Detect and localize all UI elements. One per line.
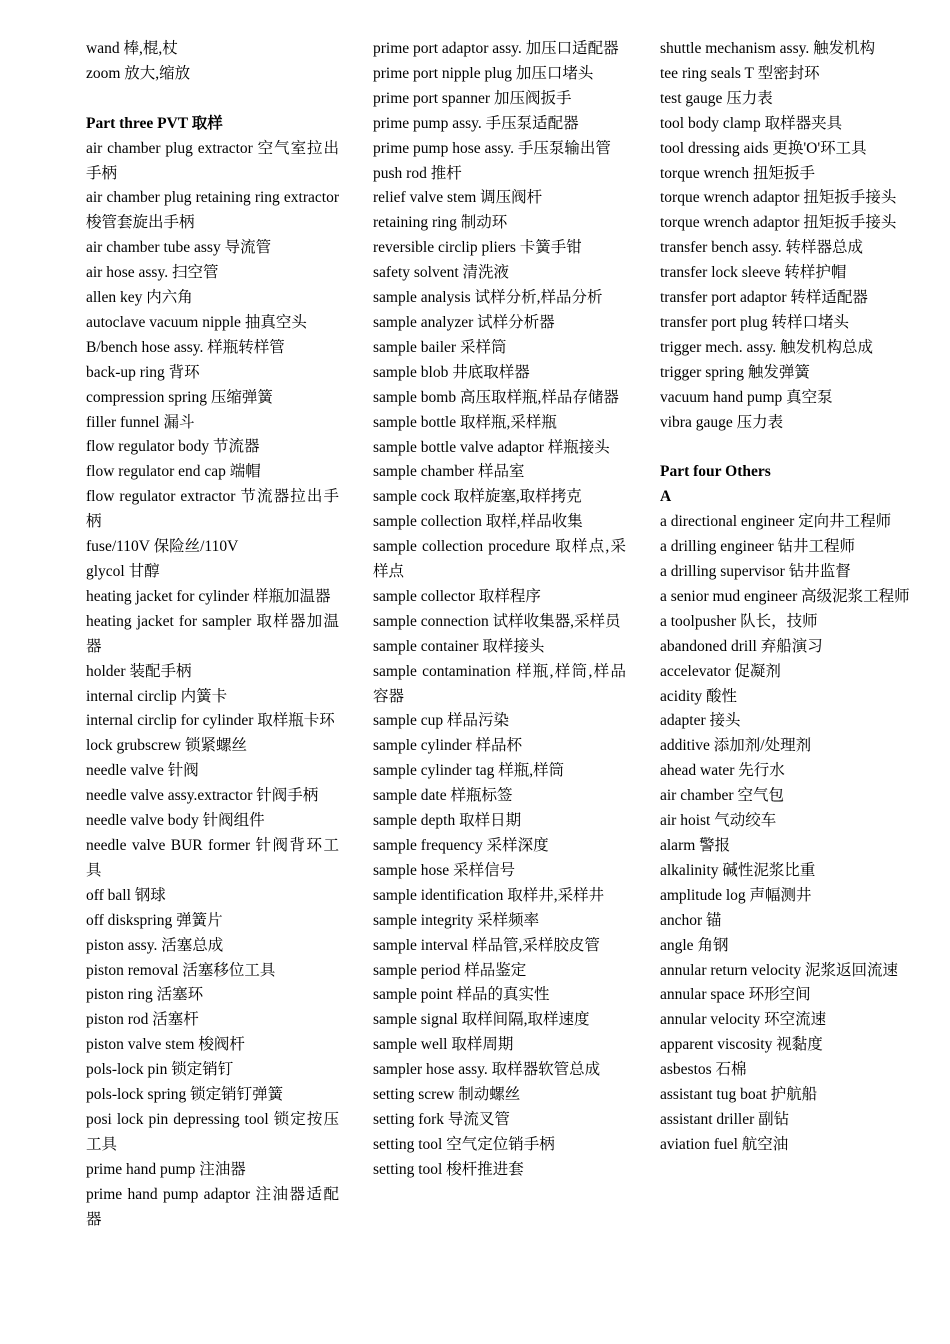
glossary-entry: autoclave vacuum nipple 抽真空头 xyxy=(86,313,307,331)
glossary-entry: air chamber plug extractor 空气室拉出手柄 xyxy=(86,139,339,182)
glossary-entry: off diskspring 弹簧片 xyxy=(86,911,223,929)
glossary-entry: glycol 甘醇 xyxy=(86,563,160,581)
glossary-entry: compression spring 压缩弹簧 xyxy=(86,388,273,406)
glossary-entry: alkalinity 碱性泥浆比重 xyxy=(660,861,816,879)
glossary-entry: sample point 样品的真实性 xyxy=(373,986,550,1004)
glossary-entry: sample depth 取样日期 xyxy=(373,812,522,830)
glossary-entry: torque wrench 扭矩扳手 xyxy=(660,164,815,182)
glossary-entry: air chamber tube assy 导流管 xyxy=(86,239,272,257)
glossary-entry: heating jacket for cylinder 样瓶加温器 xyxy=(86,587,331,605)
glossary-entry: heating jacket for sampler 取样器加温器 xyxy=(86,612,339,655)
glossary-entry: safety solvent 清洗液 xyxy=(373,264,510,282)
glossary-entry: a drilling engineer 钻井工程师 xyxy=(660,538,855,556)
glossary-entry: pols-lock spring 锁定销钉弹簧 xyxy=(86,1086,284,1104)
glossary-entry: piston removal 活塞移位工具 xyxy=(86,961,276,979)
glossary-entry: setting tool 梭杆推进套 xyxy=(373,1160,524,1178)
glossary-entry: sample connection 试样收集器,采样员 xyxy=(373,612,621,630)
glossary-entry: reversible circlip pliers 卡簧手钳 xyxy=(373,239,582,257)
glossary-entry: posi lock pin depressing tool 锁定按压工具 xyxy=(86,1110,339,1153)
glossary-entry: additive 添加剂/处理剂 xyxy=(660,737,812,755)
glossary-entry: sample period 样品鉴定 xyxy=(373,961,527,979)
glossary-entry: prime pump hose assy. 手压泵输出管 xyxy=(373,139,611,157)
glossary-entry: sample cylinder tag 样瓶,样筒 xyxy=(373,762,565,780)
glossary-entry: trigger mech. assy. 触发机构总成 xyxy=(660,338,873,356)
glossary-entry: B/bench hose assy. 样瓶转样管 xyxy=(86,338,285,356)
glossary-entry: sample chamber 样品室 xyxy=(373,463,525,481)
glossary-entry: flow regulator end cap 端帽 xyxy=(86,463,261,481)
glossary-entry: test gauge 压力表 xyxy=(660,89,773,107)
glossary-entry: asbestos 石棉 xyxy=(660,1061,747,1079)
glossary-entry: trigger spring 触发弹簧 xyxy=(660,363,810,381)
glossary-entry: sample cup 样品污染 xyxy=(373,712,510,730)
glossary-entry: apparent viscosity 视黏度 xyxy=(660,1036,823,1054)
glossary-column-2 xyxy=(373,37,626,1183)
glossary-entry: setting fork 导流叉管 xyxy=(373,1110,510,1128)
glossary-entry: air chamber plug retaining ring extractor 梭管套旋出手柄 xyxy=(86,189,339,232)
blank-line xyxy=(86,87,339,112)
glossary-entry: push rod 推杆 xyxy=(373,164,462,182)
glossary-entry: sample collection 取样,样品收集 xyxy=(373,513,583,531)
glossary-entry: sample collection procedure 取样点,采样点 xyxy=(373,538,626,581)
blank-line xyxy=(660,436,913,461)
glossary-entry: sample analysis 试样分析,样品分析 xyxy=(373,289,603,307)
glossary-entry: sample bottle valve adaptor 样瓶接头 xyxy=(373,438,610,456)
glossary-entry: air hoist 气动绞车 xyxy=(660,812,777,830)
glossary-entry: a senior mud engineer 高级泥浆工程师 xyxy=(660,587,910,605)
glossary-entry: fuse/110V 保险丝/110V xyxy=(86,538,239,556)
glossary-entry: needle valve body 针阀组件 xyxy=(86,812,265,830)
glossary-entry: angle 角钢 xyxy=(660,936,729,954)
glossary-column-1 xyxy=(86,37,339,1232)
glossary-entry: sample hose 采样信号 xyxy=(373,861,516,879)
glossary-entry: tee ring seals T 型密封环 xyxy=(660,64,820,82)
glossary-entry: vibra gauge 压力表 xyxy=(660,413,784,431)
glossary-entry: retaining ring 制动环 xyxy=(373,214,508,232)
glossary-entry: torque wrench adaptor 扭矩扳手接头 xyxy=(660,214,897,232)
glossary-entry: sample container 取样接头 xyxy=(373,637,545,655)
glossary-entry: prime pump assy. 手压泵适配器 xyxy=(373,114,579,132)
glossary-entry: internal circlip for cylinder 取样瓶卡环 xyxy=(86,712,335,730)
glossary-entry: sample blob 井底取样器 xyxy=(373,363,530,381)
glossary-entry: sample well 取样周期 xyxy=(373,1036,514,1054)
glossary-entry: zoom 放大,缩放 xyxy=(86,64,191,82)
glossary-entry: vacuum hand pump 真空泵 xyxy=(660,388,833,406)
glossary-entry: sample collector 取样程序 xyxy=(373,587,541,605)
glossary-entry: accelevator 促凝剂 xyxy=(660,662,781,680)
glossary-entry: sample integrity 采样频率 xyxy=(373,911,540,929)
glossary-entry: relief valve stem 调压阀杆 xyxy=(373,189,543,207)
glossary-entry: torque wrench adaptor 扭矩扳手接头 xyxy=(660,189,897,207)
glossary-entry: a directional engineer 定向井工程师 xyxy=(660,513,892,531)
glossary-entry: sample interval 样品管,采样胶皮管 xyxy=(373,936,600,954)
glossary-entry: setting screw 制动螺丝 xyxy=(373,1086,521,1104)
glossary-entry: adapter 接头 xyxy=(660,712,741,730)
glossary-entry: a toolpusher 队长，技师 xyxy=(660,612,818,630)
glossary-entry: air chamber 空气包 xyxy=(660,787,784,805)
glossary-entry: ahead water 先行水 xyxy=(660,762,785,780)
glossary-entry: a drilling supervisor 钻井监督 xyxy=(660,563,851,581)
glossary-entry: anchor 锚 xyxy=(660,911,722,929)
glossary-entry: transfer port plug 转样口堵头 xyxy=(660,313,849,331)
glossary-entry: shuttle mechanism assy. 触发机构 xyxy=(660,40,876,57)
glossary-entry: setting tool 空气定位销手柄 xyxy=(373,1135,555,1153)
glossary-entry: sample contamination 样瓶,样筒,样品容器 xyxy=(373,662,626,705)
glossary-entry: sample cock 取样旋塞,取样拷克 xyxy=(373,488,582,506)
glossary-entry: back-up ring 背环 xyxy=(86,363,200,381)
glossary-entry: sample cylinder 样品杯 xyxy=(373,737,522,755)
glossary-entry: internal circlip 内簧卡 xyxy=(86,687,228,705)
glossary-entry: flow regulator body 节流器 xyxy=(86,438,260,456)
glossary-entry: sampler hose assy. 取样器软管总成 xyxy=(373,1061,601,1079)
glossary-entry: off ball 钢球 xyxy=(86,886,166,904)
glossary-entry: sample date 样瓶标签 xyxy=(373,787,513,805)
glossary-entry: aviation fuel 航空油 xyxy=(660,1135,789,1153)
glossary-entry: sample frequency 采样深度 xyxy=(373,837,549,854)
glossary-column-3 xyxy=(660,37,913,1158)
glossary-entry: flow regulator extractor 节流器拉出手柄 xyxy=(86,488,339,531)
glossary-entry: assistant driller 副钻 xyxy=(660,1110,790,1128)
glossary-entry: transfer lock sleeve 转样护帽 xyxy=(660,264,847,282)
glossary-entry: annular space 环形空间 xyxy=(660,986,811,1004)
glossary-entry: wand 棒,棍,杖 xyxy=(86,40,178,57)
glossary-entry: prime hand pump 注油器 xyxy=(86,1160,246,1178)
glossary-entry: piston ring 活塞环 xyxy=(86,986,204,1004)
glossary-entry: transfer port adaptor 转样适配器 xyxy=(660,289,868,307)
glossary-entry: sample analyzer 试样分析器 xyxy=(373,313,555,331)
section-heading: Part four Others xyxy=(660,463,771,481)
glossary-entry: prime port nipple plug 加压口堵头 xyxy=(373,64,594,82)
glossary-entry: prime port adaptor assy. 加压口适配器 xyxy=(373,40,619,57)
glossary-entry: air hose assy. 扫空管 xyxy=(86,264,219,282)
glossary-entry: acidity 酸性 xyxy=(660,687,738,705)
glossary-entry: prime hand pump adaptor 注油器适配器 xyxy=(86,1185,339,1228)
glossary-entry: sample signal 取样间隔,取样速度 xyxy=(373,1011,590,1029)
glossary-entry: needle valve assy.extractor 针阀手柄 xyxy=(86,787,319,805)
section-heading: A xyxy=(660,488,672,506)
glossary-entry: tool body clamp 取样器夹具 xyxy=(660,114,843,132)
glossary-entry: assistant tug boat 护航船 xyxy=(660,1086,818,1104)
glossary-entry: piston rod 活塞杆 xyxy=(86,1011,199,1029)
glossary-entry: annular return velocity 泥浆返回流速 xyxy=(660,961,899,979)
glossary-entry: allen key 内六角 xyxy=(86,289,193,307)
glossary-entry: needle valve BUR former 针阀背环工具 xyxy=(86,836,339,879)
glossary-entry: abandoned drill 弃船演习 xyxy=(660,637,823,655)
glossary-entry: filler funnel 漏斗 xyxy=(86,413,195,431)
glossary-entry: transfer bench assy. 转样器总成 xyxy=(660,239,864,257)
glossary-entry: lock grubscrew 锁紧螺丝 xyxy=(86,737,247,755)
glossary-entry: piston assy. 活塞总成 xyxy=(86,936,224,954)
glossary-entry: sample bomb 高压取样瓶,样品存储器 xyxy=(373,388,619,406)
glossary-entry: prime port spanner 加压阀扳手 xyxy=(373,89,572,107)
glossary-entry: sample bailer 采样筒 xyxy=(373,338,507,356)
glossary-entry: amplitude log 声幅测井 xyxy=(660,886,812,904)
glossary-entry: holder 装配手柄 xyxy=(86,662,192,680)
glossary-entry: piston valve stem 梭阀杆 xyxy=(86,1036,245,1054)
glossary-entry: sample bottle 取样瓶,采样瓶 xyxy=(373,413,557,431)
glossary-entry: needle valve 针阀 xyxy=(86,762,199,780)
glossary-entry: annular velocity 环空流速 xyxy=(660,1011,827,1029)
glossary-entry: tool dressing aids 更换'O'环工具 xyxy=(660,139,867,157)
section-heading: Part three PVT 取样 xyxy=(86,114,223,132)
glossary-entry: pols-lock pin 锁定销钉 xyxy=(86,1061,234,1079)
glossary-entry: sample identification 取样井,采样井 xyxy=(373,886,605,904)
glossary-entry: alarm 警报 xyxy=(660,836,731,854)
